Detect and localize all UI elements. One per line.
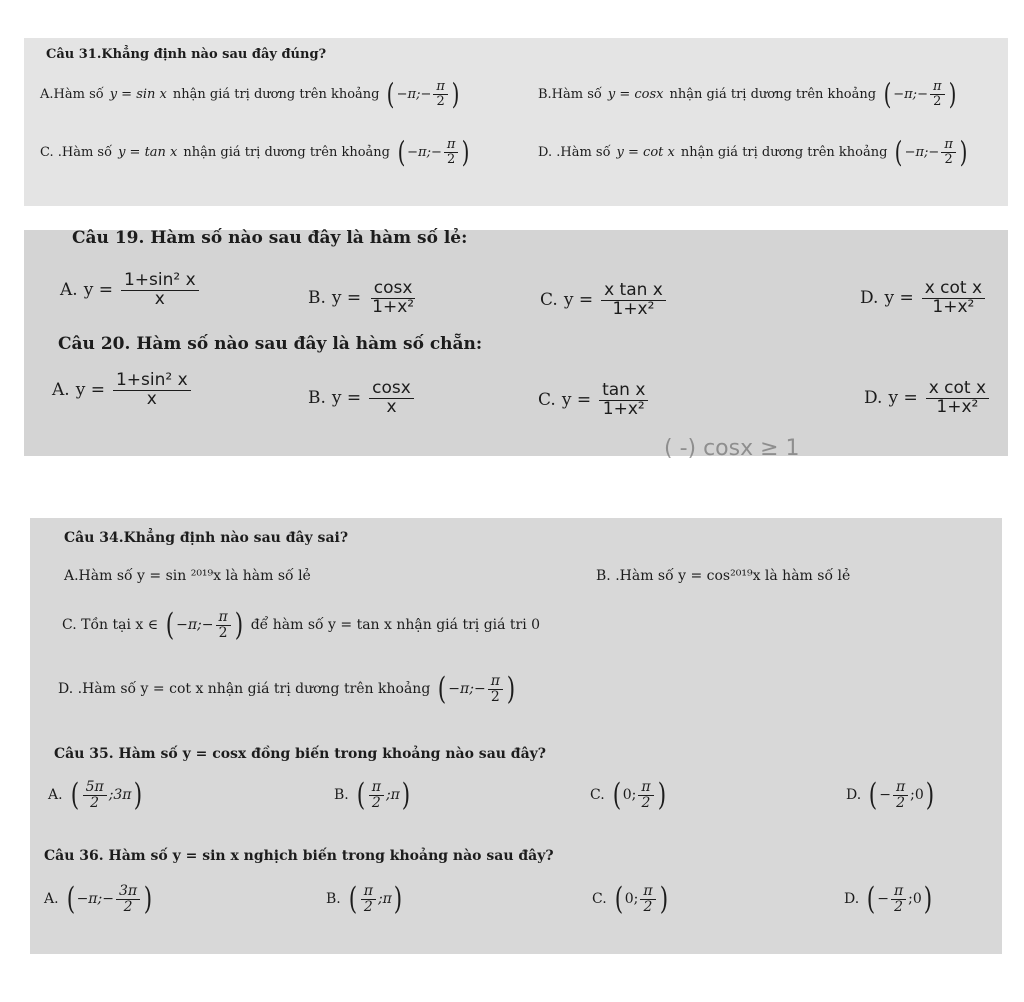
q20-option-b: B. y = $\frac{\cos x}{x}$	[308, 380, 416, 417]
q20-option-c: C. y = $\frac{\text{tan x}}{\text{1+x²}}$	[538, 382, 650, 419]
q34-option-a: A.Hàm số y = sin ²⁰¹⁹x là hàm số lẻ	[64, 568, 311, 584]
question-19-title: Câu 19. Hàm số nào sau đây là hàm số lẻ:	[72, 228, 468, 248]
question-34-title: Câu 34.Khẳng định nào sau đây sai?	[64, 530, 349, 546]
q31-option-c: C. .Hàm số y = tan x nhận giá trị dương trên khoảng ( −π;− $\frac{\pi}{2}$ )	[40, 135, 470, 169]
question-34-36-panel	[30, 518, 1002, 954]
question-20-title: Câu 20. Hàm số nào sau đây là hàm số chẵn:	[58, 334, 483, 354]
q35-option-b: B. ( $\frac{\pi}{2}$ ;π )	[334, 777, 411, 813]
q34-option-c: C. Tồn tại x ∈ ( −π;− $\frac{\pi}{2}$ ) để hàm số y = tan x nhận giá trị giá tri 0	[62, 607, 541, 643]
q19-option-c: C. y = $\frac{\text{x tan x}}{\text{1+x²}}$	[540, 282, 668, 319]
question-31-title: Câu 31.Khẳng định nào sau đây đúng?	[46, 47, 327, 62]
q36-option-a: A. ( −π;− $\frac{3\pi}{2}$ )	[44, 881, 153, 917]
q35-option-a: A. ( $\frac{5\pi}{2}$ ;3π )	[48, 777, 142, 813]
question-31-panel	[24, 38, 1008, 206]
q20-option-a: A. y = $\frac{\text{1+sin² x}}{x}$	[52, 372, 193, 409]
q31-option-d: D. .Hàm số y = cot x nhận giá trị dương trên khoảng ( −π;− $\frac{\pi}{2}$ )	[538, 135, 968, 169]
q34-option-d: D. .Hàm số y = cot x nhận giá trị dương trên khoảng ( −π;− $\frac{\pi}{2}$ )	[58, 671, 516, 707]
q35-option-d: D. ( − $\frac{\pi}{2}$ ;0 )	[846, 777, 934, 813]
question-35-title: Câu 35. Hàm số y = cosx đồng biến trong khoảng nào sau đây?	[54, 746, 547, 762]
question-19-20-panel	[24, 228, 1008, 461]
q19-option-b: B. y = $\frac{\cos x}{\text{1+x²}}$	[308, 278, 415, 317]
q35-option-c: C. ( 0; $\frac{\pi}{2}$ )	[590, 777, 666, 813]
q20-option-d: D. y = $\frac{\text{x cot x}}{\text{1+x²}}$	[864, 380, 991, 417]
q36-option-c: C. ( 0; $\frac{\pi}{2}$ )	[592, 881, 668, 917]
q31-option-b: B.Hàm số y = cosx nhận giá trị dương trên khoảng ( −π;− $\frac{\pi}{2}$ )	[538, 77, 956, 111]
q36-option-b: B. ( $\frac{\pi}{2}$ ;π )	[326, 881, 403, 917]
q19-option-a: A. y = $\frac{\text{1+sin² x}}{x}$	[60, 272, 201, 309]
q19-option-d: D. y = $\frac{\text{x cot x}}{\text{1+x²}}$	[860, 280, 987, 317]
q31-option-a: A.Hàm số y = sin x nhận giá trị dương trên khoảng ( −π;− $\frac{\pi}{2}$ )	[40, 77, 460, 111]
handwritten-note: ( -) cosx ≥ 1	[664, 436, 800, 461]
q34-option-b: B. .Hàm số y = cos²⁰¹⁹x là hàm số lẻ	[596, 568, 851, 584]
question-36-title: Câu 36. Hàm số y = sin x nghịch biến trong khoảng nào sau đây?	[44, 848, 554, 864]
q36-option-d: D. ( − $\frac{\pi}{2}$ ;0 )	[844, 881, 932, 917]
